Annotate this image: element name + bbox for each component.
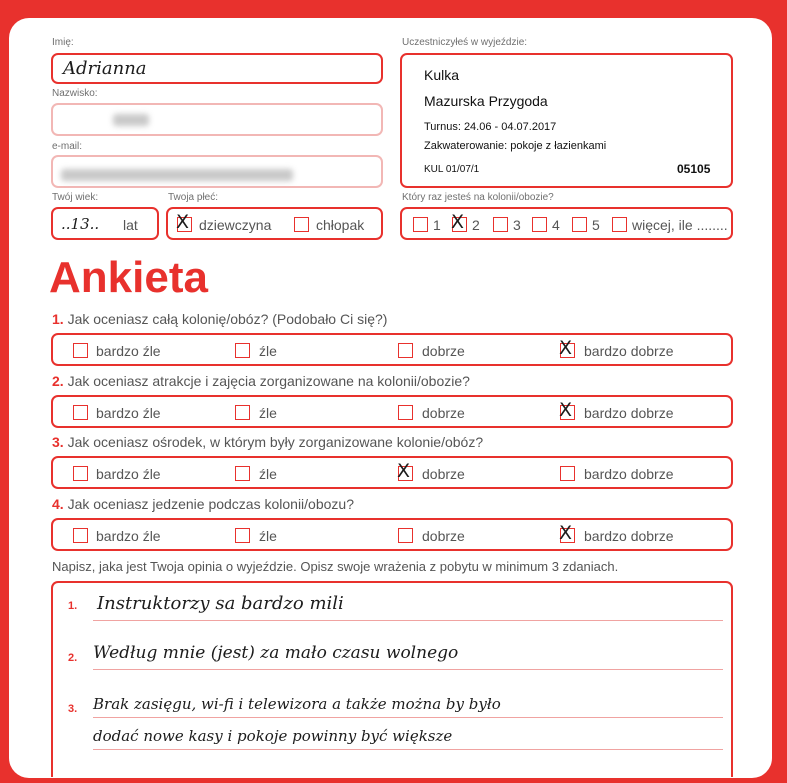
q4-very-good-checkbox[interactable]	[559, 522, 575, 544]
q4-good-label: dobrze	[422, 528, 465, 544]
check-mark: X	[451, 211, 465, 233]
times-4-checkbox[interactable]	[532, 217, 547, 232]
opinion-line	[93, 620, 723, 621]
q1-bad-checkbox[interactable]	[235, 343, 250, 358]
opinion-number-2: 2.	[68, 652, 78, 664]
name-value: Adrianna	[63, 58, 147, 79]
check-mark: X	[559, 399, 573, 421]
check-mark: X	[397, 460, 411, 482]
gender-girl-label: dziewczyna	[199, 217, 272, 233]
opinion-prompt: Napisz, jaka jest Twoja opinia o wyjeździe. Opisz swoje wrażenia z pobytu w minimum 3 zdaniach.	[52, 559, 619, 574]
trip-info-box	[400, 53, 733, 188]
times-3-label: 3	[513, 217, 521, 233]
q4-bad-label: źle	[259, 528, 277, 544]
times-2-label: 2	[472, 217, 480, 233]
times-field	[400, 207, 733, 240]
surname-label: Nazwisko:	[52, 88, 98, 99]
times-5-checkbox[interactable]	[572, 217, 587, 232]
times-more-label: więcej, ile ........	[632, 217, 728, 233]
gender-boy-checkbox[interactable]	[294, 217, 309, 232]
survey-title: Ankieta	[49, 253, 208, 302]
email-field[interactable]	[51, 155, 383, 188]
question-2: 2. Jak oceniasz atrakcje i zajęcia zorganizowane na kolonii/obozie?	[52, 373, 470, 389]
q1-good-label: dobrze	[422, 343, 465, 359]
age-label: Twój wiek:	[52, 192, 99, 203]
trip-number: 05105	[677, 162, 711, 176]
check-mark: X	[176, 211, 190, 233]
opinion-line	[93, 717, 723, 718]
redacted-email	[61, 169, 293, 181]
email-label: e-mail:	[52, 141, 83, 152]
opinion-sentence-1: Instruktorzy sa bardzo mili	[97, 593, 344, 614]
q1-good-checkbox[interactable]	[398, 343, 413, 358]
age-field[interactable]	[51, 207, 159, 240]
opinion-sentence-2: Według mnie (jest) za mało czasu wolnego	[93, 643, 459, 663]
gender-girl-checkbox[interactable]	[176, 211, 192, 233]
q3-good-label: dobrze	[422, 466, 465, 482]
surname-field[interactable]	[51, 103, 383, 136]
trip-turnus: Turnus: 24.06 - 04.07.2017	[424, 121, 557, 133]
q1-very-bad-checkbox[interactable]	[73, 343, 88, 358]
q2-bad-label: źle	[259, 405, 277, 421]
opinion-line	[93, 749, 723, 750]
question-1-options	[51, 333, 733, 366]
times-more-checkbox[interactable]	[612, 217, 627, 232]
redacted-surname	[113, 114, 149, 126]
gender-boy-label: chłopak	[316, 217, 365, 233]
times-3-checkbox[interactable]	[493, 217, 508, 232]
times-1-label: 1	[433, 217, 441, 233]
trip-accommodation: Zakwaterowanie: pokoje z łazienkami	[424, 140, 607, 152]
q1-bad-label: źle	[259, 343, 277, 359]
q2-very-good-checkbox[interactable]	[559, 399, 575, 421]
opinion-line	[93, 669, 723, 670]
q3-bad-label: źle	[259, 466, 277, 482]
question-3-options	[51, 456, 733, 489]
trip-code: KUL 01/07/1	[424, 164, 480, 175]
age-value: ..13..	[61, 215, 100, 233]
opinion-sentence-3b: dodać nowe kasy i pokoje powinny być większe	[93, 727, 453, 745]
name-label: Imię:	[52, 37, 74, 48]
gender-label: Twoja płeć:	[168, 192, 219, 203]
q2-good-label: dobrze	[422, 405, 465, 421]
check-mark: X	[559, 522, 573, 544]
opinion-number-3: 3.	[68, 703, 78, 715]
age-unit: lat	[123, 217, 138, 233]
opinion-box[interactable]	[51, 581, 733, 777]
name-field[interactable]	[51, 53, 383, 84]
q2-good-checkbox[interactable]	[398, 405, 413, 420]
times-4-label: 4	[552, 217, 560, 233]
times-1-checkbox[interactable]	[413, 217, 428, 232]
q4-very-bad-label: bardzo źle	[96, 528, 161, 544]
q3-very-bad-checkbox[interactable]	[73, 466, 88, 481]
opinion-number-1: 1.	[68, 600, 78, 612]
q2-very-bad-checkbox[interactable]	[73, 405, 88, 420]
q3-very-bad-label: bardzo źle	[96, 466, 161, 482]
q2-bad-checkbox[interactable]	[235, 405, 250, 420]
opinion-sentence-3a: Brak zasięgu, wi-fi i telewizora a także można by było	[93, 695, 501, 713]
q1-very-good-checkbox[interactable]	[559, 337, 575, 359]
q3-bad-checkbox[interactable]	[235, 466, 250, 481]
question-4-options	[51, 518, 733, 551]
question-3: 3. Jak oceniasz ośrodek, w którym były zorganizowane kolonie/obóz?	[52, 434, 484, 450]
times-5-label: 5	[592, 217, 600, 233]
question-1: 1. Jak oceniasz całą kolonię/obóz? (Podobało Ci się?)	[52, 311, 388, 327]
q1-very-good-label: bardzo dobrze	[584, 343, 674, 359]
times-label: Który raz jesteś na kolonii/obozie?	[402, 192, 554, 203]
q4-very-bad-checkbox[interactable]	[73, 528, 88, 543]
trip-label: Uczestniczyłeś w wyjeździe:	[402, 37, 528, 48]
check-mark: X	[559, 337, 573, 359]
question-4: 4. Jak oceniasz jedzenie podczas kolonii/obozu?	[52, 496, 354, 512]
q4-good-checkbox[interactable]	[398, 528, 413, 543]
q1-very-bad-label: bardzo źle	[96, 343, 161, 359]
trip-line-1: Kulka	[424, 67, 460, 83]
times-2-checkbox[interactable]	[451, 211, 467, 233]
q4-very-good-label: bardzo dobrze	[584, 528, 674, 544]
trip-line-2: Mazurska Przygoda	[424, 93, 548, 109]
question-2-options	[51, 395, 733, 428]
q3-very-good-checkbox[interactable]	[560, 466, 575, 481]
q3-very-good-label: bardzo dobrze	[584, 466, 674, 482]
q2-very-good-label: bardzo dobrze	[584, 405, 674, 421]
q3-good-checkbox[interactable]	[397, 460, 413, 482]
q2-very-bad-label: bardzo źle	[96, 405, 161, 421]
q4-bad-checkbox[interactable]	[235, 528, 250, 543]
gender-field	[166, 207, 383, 240]
